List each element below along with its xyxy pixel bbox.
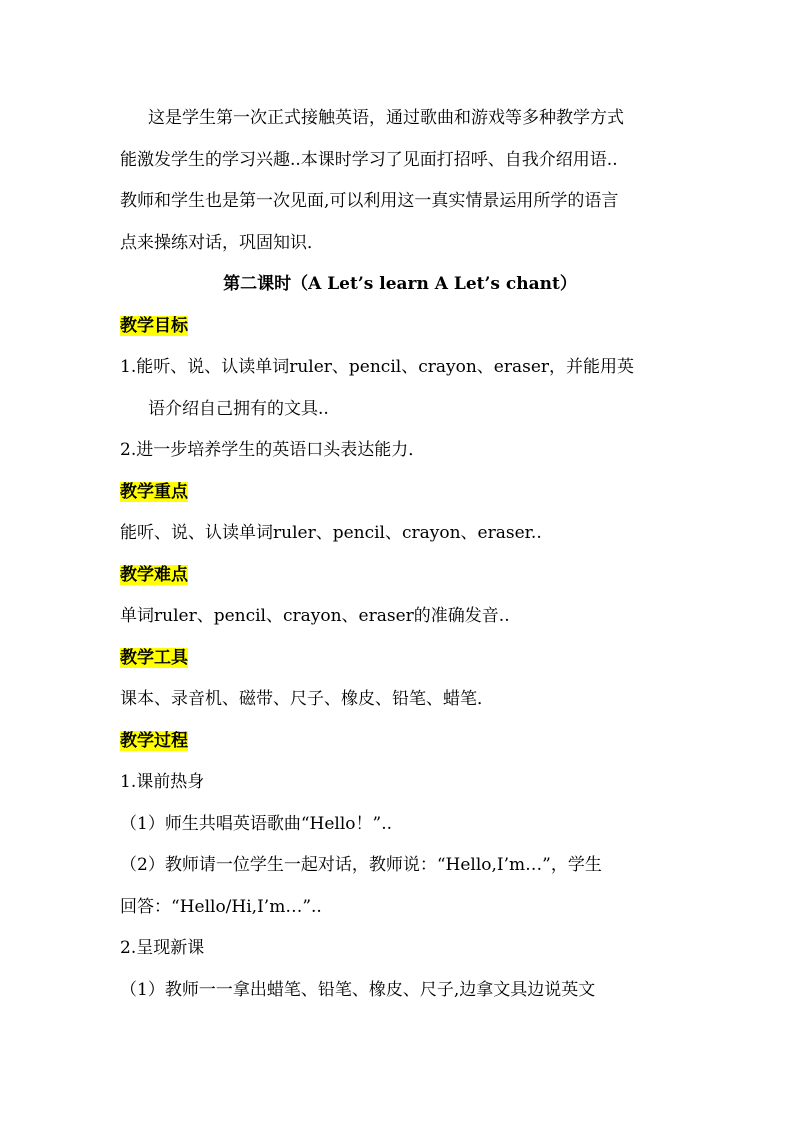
difficulties-text: 单词ruler、pencil、crayon、eraser的准确发音..	[120, 606, 510, 626]
heading-highlight: 教学重点	[120, 481, 188, 502]
process-line: 1.课前热身	[120, 772, 205, 792]
heading-highlight: 教学难点	[120, 564, 188, 585]
section-heading-difficulties	[120, 555, 680, 597]
objective-item-continued: 语介绍自己拥有的文具..	[148, 398, 329, 419]
heading-highlight: 教学目标	[120, 315, 188, 336]
intro-line: 这是学生第一次正式接触英语，通过歌曲和游戏等多种教学方式	[148, 108, 624, 128]
lesson-title: 第二课时（A Let’s learn A Let’s chant）	[223, 274, 577, 294]
heading-highlight: 教学工具	[120, 647, 188, 668]
process-line: （1）教师一一拿出蜡笔、铅笔、橡皮、尺子,边拿文具边说英文	[120, 979, 596, 1000]
document-page	[120, 98, 680, 1011]
process-line: 回答：“Hello/Hi,I’m…”..	[120, 896, 322, 917]
process-line: 2.呈现新课	[120, 938, 205, 958]
section-heading-process	[120, 721, 680, 763]
key-points-text: 能听、说、认读单词ruler、pencil、crayon、eraser..	[120, 523, 542, 543]
tools-text: 课本、录音机、磁带、尺子、橡皮、铅笔、蜡笔．	[120, 689, 494, 709]
section-heading-objectives	[120, 306, 680, 348]
intro-line: 点来操练对话，巩固知识．	[120, 232, 324, 253]
objective-item: 2.进一步培养学生的英语口头表达能力．	[120, 440, 426, 460]
process-line: （2）教师请一位学生一起对话，教师说：“Hello,I’m…”，学生	[120, 855, 602, 875]
intro-line: 教师和学生也是第一次见面,可以利用这一真实情景运用所学的语言	[120, 191, 619, 211]
process-line: （1）师生共唱英语歌曲“Hello！”..	[120, 813, 392, 834]
section-heading-tools	[120, 638, 680, 680]
section-heading-key-points	[120, 472, 680, 514]
objective-item: 1.能听、说、认读单词ruler、pencil、crayon、eraser，并能用英	[120, 357, 635, 377]
heading-highlight: 教学过程	[120, 730, 188, 751]
intro-line: 能激发学生的学习兴趣..本课时学习了见面打招呼、自我介绍用语..	[120, 149, 618, 170]
